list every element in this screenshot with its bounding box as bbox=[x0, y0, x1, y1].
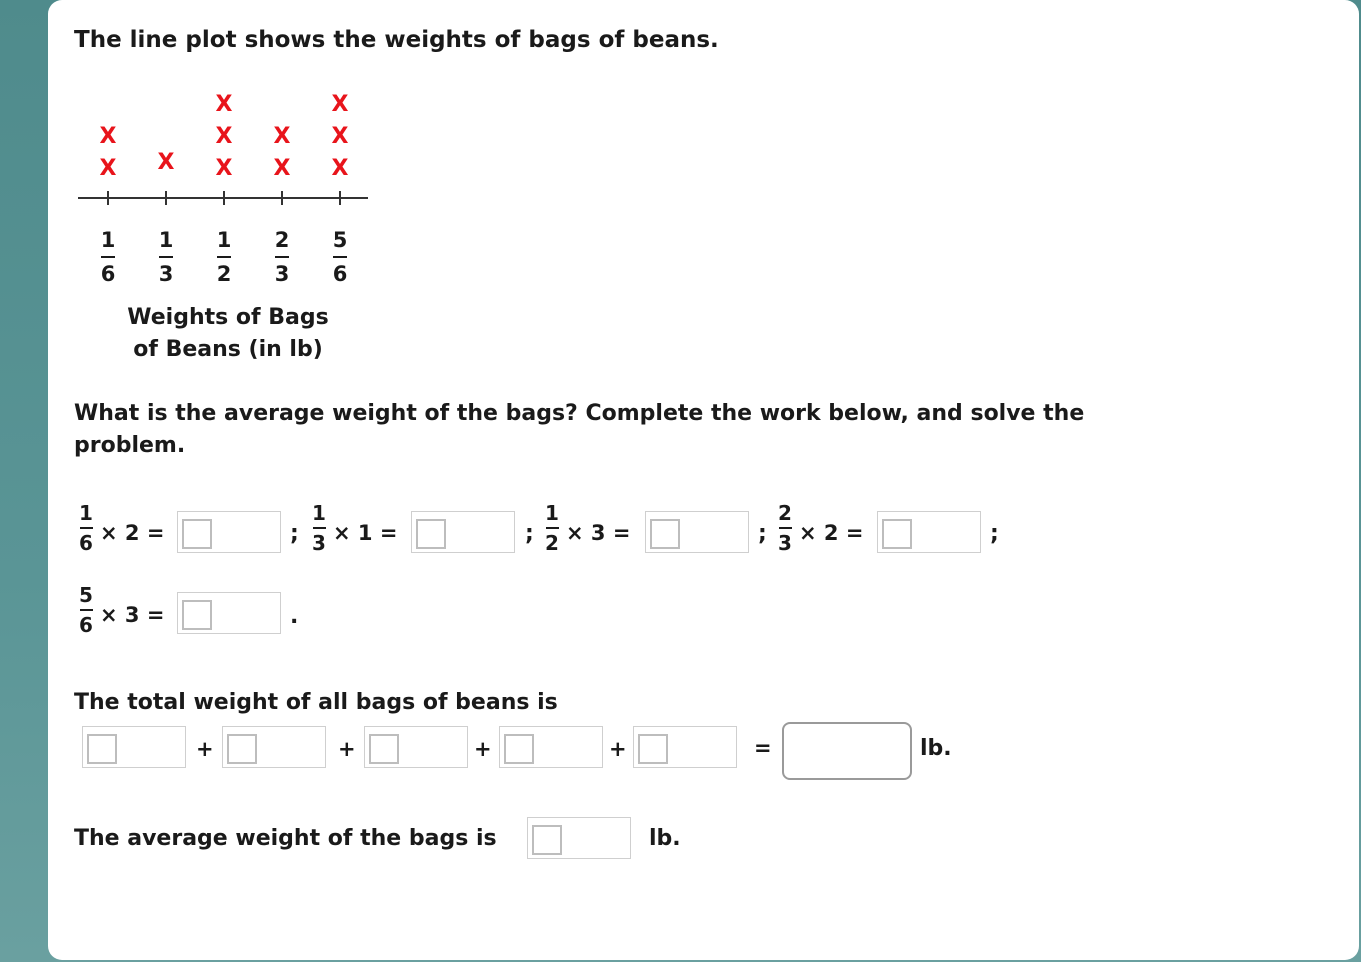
plus-sign: + bbox=[609, 737, 627, 761]
plot-x-mark: X bbox=[99, 124, 117, 149]
product-operator-5: × 3 = bbox=[100, 603, 165, 627]
separator: ; bbox=[525, 521, 534, 546]
plus-sign: + bbox=[474, 737, 492, 761]
product-answer-input-1[interactable] bbox=[177, 511, 281, 553]
separator: ; bbox=[990, 521, 999, 546]
product-operator-1: × 2 = bbox=[100, 521, 165, 545]
product-fraction-4: 2 3 bbox=[778, 501, 792, 555]
plot-x-mark: X bbox=[215, 156, 233, 181]
product-answer-input-4[interactable] bbox=[877, 511, 981, 553]
plot-x-mark: X bbox=[331, 92, 349, 117]
plot-x-mark: X bbox=[331, 124, 349, 149]
question-text: What is the average weight of the bags? Complete the work below, and solve the problem. bbox=[74, 401, 1085, 458]
total-addend-input-2[interactable] bbox=[222, 726, 326, 768]
plot-x-mark: X bbox=[157, 150, 175, 175]
plot-x-mark: X bbox=[273, 156, 291, 181]
product-operator-3: × 3 = bbox=[566, 521, 631, 545]
equals-sign: = bbox=[754, 736, 772, 760]
average-unit: lb. bbox=[649, 826, 681, 851]
average-weight-input[interactable] bbox=[527, 817, 631, 859]
plot-x-mark: X bbox=[99, 156, 117, 181]
tick-mark bbox=[107, 191, 109, 205]
plus-sign: + bbox=[196, 737, 214, 761]
plot-x-mark: X bbox=[331, 156, 349, 181]
product-answer-input-5[interactable] bbox=[177, 592, 281, 634]
product-fraction-2: 1 3 bbox=[312, 501, 326, 555]
tick-label-5-6: 5 6 bbox=[332, 228, 348, 286]
question-prompt: The line plot shows the weights of bags of beans. bbox=[74, 27, 719, 53]
plot-x-mark: X bbox=[273, 124, 291, 149]
total-addend-input-3[interactable] bbox=[364, 726, 468, 768]
tick-mark bbox=[223, 191, 225, 205]
product-fraction-1: 1 6 bbox=[79, 501, 93, 555]
total-addend-input-4[interactable] bbox=[499, 726, 603, 768]
tick-mark bbox=[281, 191, 283, 205]
total-label: The total weight of all bags of beans is bbox=[74, 690, 558, 715]
tick-label-1-6: 1 6 bbox=[100, 228, 116, 286]
total-addend-input-5[interactable] bbox=[633, 726, 737, 768]
product-operator-2: × 1 = bbox=[333, 521, 398, 545]
product-fraction-5: 5 6 bbox=[79, 583, 93, 637]
total-unit: lb. bbox=[920, 736, 952, 761]
period: . bbox=[290, 604, 299, 629]
product-answer-input-2[interactable] bbox=[411, 511, 515, 553]
separator: ; bbox=[758, 521, 767, 546]
product-operator-4: × 2 = bbox=[799, 521, 864, 545]
product-answer-input-3[interactable] bbox=[645, 511, 749, 553]
plus-sign: + bbox=[338, 737, 356, 761]
total-weight-input[interactable] bbox=[782, 722, 912, 780]
tick-label-2-3: 2 3 bbox=[274, 228, 290, 286]
product-fraction-3: 1 2 bbox=[545, 501, 559, 555]
axis-title: Weights of Bags of Beans (in lb) bbox=[127, 305, 329, 362]
average-label: The average weight of the bags is bbox=[74, 826, 497, 851]
tick-label-1-2: 1 2 bbox=[216, 228, 232, 286]
tick-label-1-3: 1 3 bbox=[158, 228, 174, 286]
separator: ; bbox=[290, 521, 299, 546]
question-card bbox=[48, 0, 1359, 960]
plot-x-mark: X bbox=[215, 92, 233, 117]
plot-x-mark: X bbox=[215, 124, 233, 149]
tick-mark bbox=[339, 191, 341, 205]
total-addend-input-1[interactable] bbox=[82, 726, 186, 768]
tick-mark bbox=[165, 191, 167, 205]
